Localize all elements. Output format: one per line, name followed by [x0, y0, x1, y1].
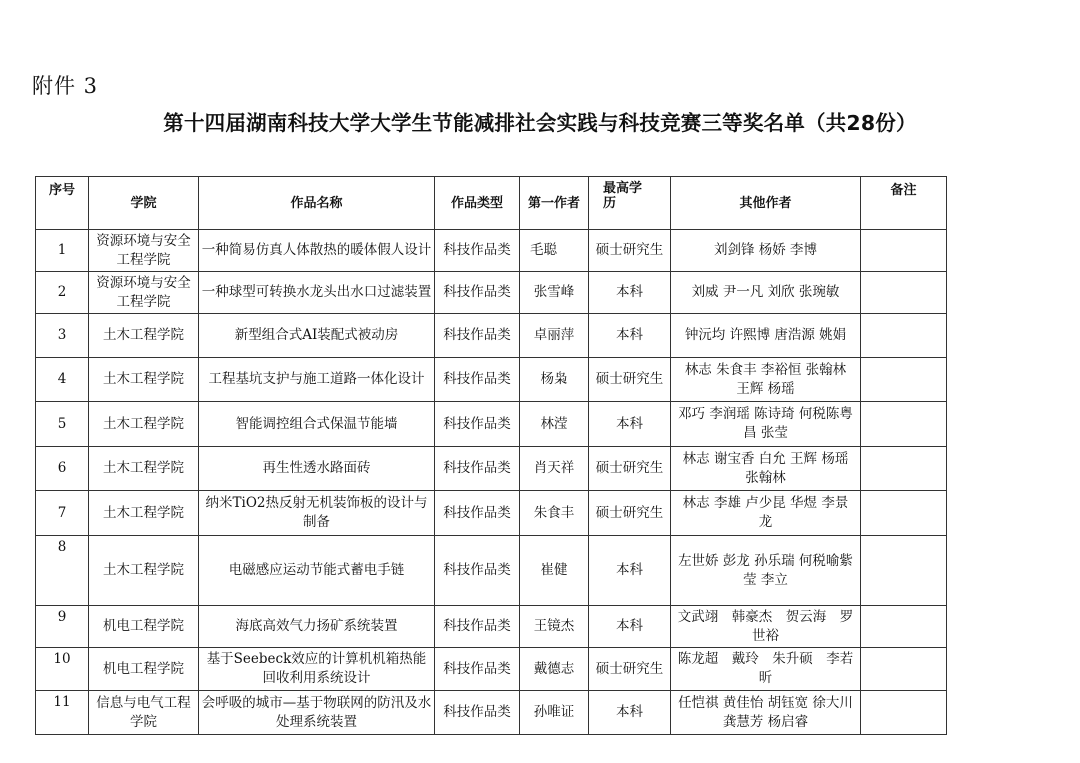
cell-education: 本科 [589, 536, 671, 606]
cell-note [861, 648, 947, 691]
cell-other-authors: 任恺祺 黄佳怡 胡钰宽 徐大川 龚慧芳 杨启睿 [671, 691, 861, 735]
document-title: 第十四届湖南科技大学大学生节能减排社会实践与科技竞赛三等奖名单（共28份） [163, 111, 917, 135]
cell-seq: 3 [36, 314, 89, 358]
cell-type: 科技作品类 [435, 491, 520, 536]
cell-first-author: 张雪峰 [520, 272, 589, 314]
cell-note [861, 402, 947, 447]
cell-college: 资源环境与安全工程学院 [89, 272, 199, 314]
cell-seq: 10 [36, 648, 89, 691]
cell-work: 新型组合式AI装配式被动房 [199, 314, 435, 358]
cell-work: 智能调控组合式保温节能墙 [199, 402, 435, 447]
header-work: 作品名称 [199, 177, 435, 230]
cell-other-authors: 林志 朱食丰 李裕恒 张翰林 王辉 杨瑶 [671, 358, 861, 402]
cell-seq: 1 [36, 230, 89, 272]
cell-other-authors: 林志 谢宝香 白允 王辉 杨瑶 张翰林 [671, 447, 861, 491]
cell-first-author: 孙唯证 [520, 691, 589, 735]
table-row [36, 447, 947, 491]
cell-education: 本科 [589, 402, 671, 447]
cell-first-author: 肖天祥 [520, 447, 589, 491]
cell-college: 土木工程学院 [89, 358, 199, 402]
cell-work: 会呼吸的城市—基于物联网的防汛及水处理系统装置 [199, 691, 435, 735]
cell-other-authors: 文武翊 韩豪杰 贺云海 罗世裕 [671, 606, 861, 648]
cell-college: 机电工程学院 [89, 606, 199, 648]
cell-note [861, 272, 947, 314]
cell-other-authors: 钟沅均 许熙博 唐浩源 姚娟 [671, 314, 861, 358]
cell-first-author: 林滢 [520, 402, 589, 447]
cell-first-author: 杨枭 [520, 358, 589, 402]
cell-other-authors: 邓巧 李润瑶 陈诗琦 何税陈粤昌 张莹 [671, 402, 861, 447]
cell-note [861, 606, 947, 648]
table-header-row [36, 177, 947, 230]
cell-note [861, 447, 947, 491]
header-type: 作品类型 [435, 177, 520, 230]
table-row [36, 358, 947, 402]
cell-note [861, 358, 947, 402]
header-first-author: 第一作者 [520, 177, 589, 230]
cell-note [861, 691, 947, 735]
cell-work: 工程基坑支护与施工道路一体化设计 [199, 358, 435, 402]
header-education: 最高学历 [589, 177, 671, 230]
cell-first-author: 王镜杰 [520, 606, 589, 648]
cell-education: 硕士研究生 [589, 230, 671, 272]
table-row [36, 230, 947, 272]
header-other-authors: 其他作者 [671, 177, 861, 230]
table-row [36, 691, 947, 735]
table-row [36, 314, 947, 358]
cell-work: 纳米TiO2热反射无机装饰板的设计与制备 [199, 491, 435, 536]
cell-education: 硕士研究生 [589, 648, 671, 691]
cell-education: 本科 [589, 691, 671, 735]
cell-seq: 2 [36, 272, 89, 314]
cell-first-author: 崔健 [520, 536, 589, 606]
cell-other-authors: 左世娇 彭龙 孙乐瑞 何税喻紫莹 李立 [671, 536, 861, 606]
table-row [36, 648, 947, 691]
cell-other-authors: 陈龙超 戴玲 朱升硕 李若昕 [671, 648, 861, 691]
cell-work: 一种简易仿真人体散热的暖体假人设计 [199, 230, 435, 272]
cell-first-author: 卓丽萍 [520, 314, 589, 358]
cell-type: 科技作品类 [435, 230, 520, 272]
cell-college: 土木工程学院 [89, 536, 199, 606]
cell-college: 信息与电气工程学院 [89, 691, 199, 735]
cell-college: 土木工程学院 [89, 402, 199, 447]
cell-college: 资源环境与安全工程学院 [89, 230, 199, 272]
cell-seq: 6 [36, 447, 89, 491]
cell-work: 一种球型可转换水龙头出水口过滤装置 [199, 272, 435, 314]
cell-type: 科技作品类 [435, 402, 520, 447]
cell-note [861, 491, 947, 536]
cell-first-author: 毛聪 [520, 230, 589, 272]
cell-other-authors: 刘剑锋 杨娇 李博 [671, 230, 861, 272]
cell-first-author: 朱食丰 [520, 491, 589, 536]
cell-education: 本科 [589, 272, 671, 314]
cell-seq: 4 [36, 358, 89, 402]
table-row [36, 536, 947, 606]
attachment-label: 附件 3 [32, 74, 99, 98]
cell-education: 硕士研究生 [589, 447, 671, 491]
cell-education: 本科 [589, 314, 671, 358]
cell-work: 电磁感应运动节能式蓄电手链 [199, 536, 435, 606]
table-row [36, 272, 947, 314]
table-row [36, 402, 947, 447]
cell-type: 科技作品类 [435, 447, 520, 491]
cell-work: 基于Seebeck效应的计算机机箱热能回收利用系统设计 [199, 648, 435, 691]
cell-seq: 5 [36, 402, 89, 447]
cell-type: 科技作品类 [435, 358, 520, 402]
cell-type: 科技作品类 [435, 648, 520, 691]
award-table [35, 176, 947, 735]
table-row [36, 606, 947, 648]
cell-work: 海底高效气力扬矿系统装置 [199, 606, 435, 648]
cell-first-author: 戴德志 [520, 648, 589, 691]
cell-type: 科技作品类 [435, 691, 520, 735]
cell-education: 硕士研究生 [589, 491, 671, 536]
table-row [36, 491, 947, 536]
cell-other-authors: 刘威 尹一凡 刘欣 张琬敏 [671, 272, 861, 314]
cell-seq: 8 [36, 536, 89, 606]
cell-seq: 7 [36, 491, 89, 536]
header-seq: 序号 [36, 177, 89, 230]
cell-note [861, 536, 947, 606]
cell-college: 土木工程学院 [89, 447, 199, 491]
cell-education: 硕士研究生 [589, 358, 671, 402]
header-college: 学院 [89, 177, 199, 230]
cell-college: 土木工程学院 [89, 314, 199, 358]
header-note: 备注 [861, 177, 947, 230]
cell-seq: 11 [36, 691, 89, 735]
cell-college: 土木工程学院 [89, 491, 199, 536]
cell-education: 本科 [589, 606, 671, 648]
cell-type: 科技作品类 [435, 272, 520, 314]
cell-other-authors: 林志 李雄 卢少昆 华煜 李景龙 [671, 491, 861, 536]
cell-note [861, 314, 947, 358]
cell-college: 机电工程学院 [89, 648, 199, 691]
cell-type: 科技作品类 [435, 536, 520, 606]
cell-type: 科技作品类 [435, 314, 520, 358]
cell-work: 再生性透水路面砖 [199, 447, 435, 491]
cell-seq: 9 [36, 606, 89, 648]
cell-note [861, 230, 947, 272]
cell-type: 科技作品类 [435, 606, 520, 648]
